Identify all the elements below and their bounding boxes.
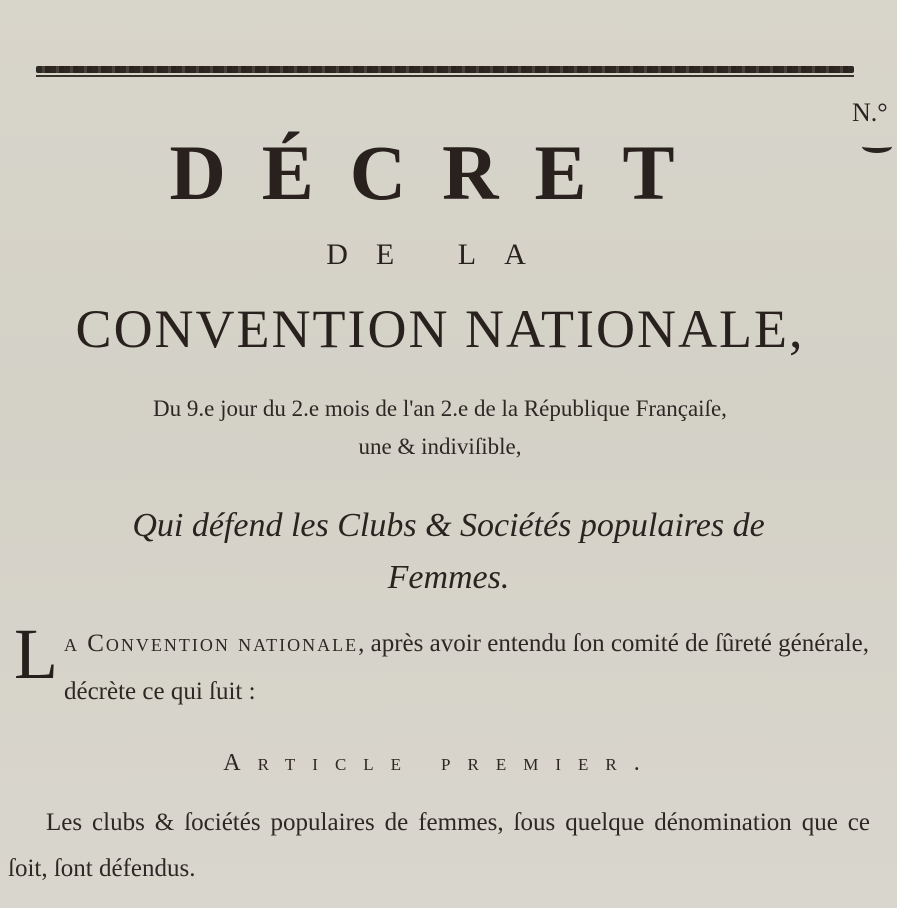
header-rule-thick — [36, 66, 854, 73]
decree-subject — [0, 500, 897, 604]
decree-subject-line-2: Femmes. — [387, 559, 510, 596]
dateline-line-2: une & indiviſible, — [358, 434, 522, 459]
dateline — [0, 390, 880, 466]
intro-smallcaps: a Convention nationale — [63, 630, 359, 657]
article-text: Les clubs & ſociétés populaires de femmes, ſous quelque dénomination que ce ſoit, ſont défendus. — [8, 809, 870, 882]
page-title: DÉCRET — [169, 129, 711, 216]
document-number-label: N.° — [852, 98, 888, 127]
header-rule-thin — [36, 75, 854, 77]
intro-text: , après avoir entendu ſon comité de ſûreté générale, décrète ce qui ſuit : — [63, 630, 870, 705]
issuing-body-heading: CONVENTION NATIONALE, — [75, 299, 805, 359]
page-subtitle: DE LA — [326, 238, 554, 271]
dateline-line-1: Du 9.e jour du 2.e mois de l'an 2.e de la République Françaiſe, — [153, 396, 727, 421]
article-heading: Article premier. — [223, 750, 657, 776]
intro-paragraph — [14, 614, 870, 716]
header-rule — [36, 66, 854, 78]
decree-subject-line-1: Qui défend les Clubs & Sociétés populaires de — [132, 507, 765, 544]
intro-drop-cap: L — [14, 614, 58, 694]
